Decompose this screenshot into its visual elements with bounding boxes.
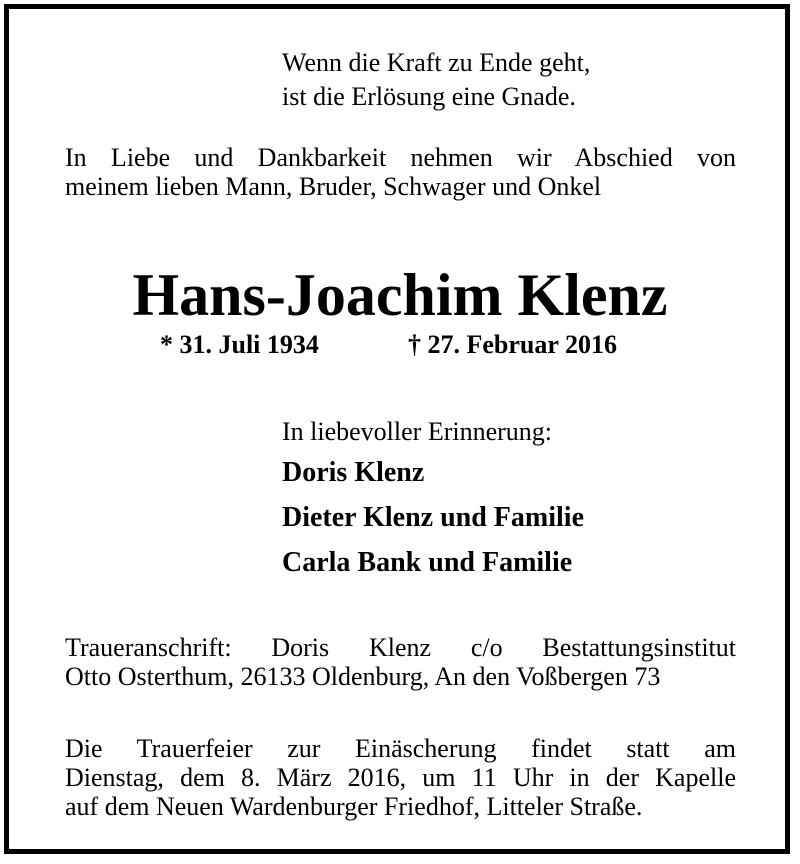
intro-text — [65, 143, 736, 201]
mourner-name: Carla Bank und Familie — [282, 547, 573, 578]
motto — [282, 46, 590, 114]
intro-line-1: In Liebe und Dankbarkeit nehmen wir Abschied von — [65, 143, 736, 172]
birth-date: * 31. Juli 1934 — [160, 330, 319, 359]
intro-line-2: meinem lieben Mann, Bruder, Schwager und Onkel — [65, 172, 602, 201]
mourner-name: Dieter Klenz und Familie — [282, 502, 584, 533]
memory-heading: In liebevoller Erinnerung: — [282, 417, 553, 446]
address-line-1: Traueranschrift: Doris Klenz c/o Bestattungsinstitut — [65, 633, 736, 662]
ceremony-line-1: Die Trauerfeier zur Einäscherung findet statt am — [65, 734, 736, 763]
mourner-name: Doris Klenz — [282, 457, 425, 488]
motto-line-2: ist die Erlösung eine Gnade. — [282, 82, 576, 111]
motto-line-1: Wenn die Kraft zu Ende geht, — [282, 48, 591, 77]
ceremony-line-3: auf dem Neuen Wardenburger Friedhof, Litteler Straße. — [65, 792, 643, 821]
ceremony-line-2: Dienstag, dem 8. März 2016, um 11 Uhr in der Kapelle — [65, 763, 736, 792]
mourning-address — [65, 633, 736, 691]
death-date: 27. Februar 2016 — [427, 330, 617, 359]
cross-icon: † — [408, 330, 421, 359]
funeral-ceremony-info — [65, 734, 736, 821]
address-line-2: Otto Osterthum, 26133 Oldenburg, An den Voßbergen 73 — [65, 662, 661, 691]
deceased-name: Hans-Joachim Klenz — [132, 262, 668, 328]
death-date-group — [408, 330, 617, 360]
